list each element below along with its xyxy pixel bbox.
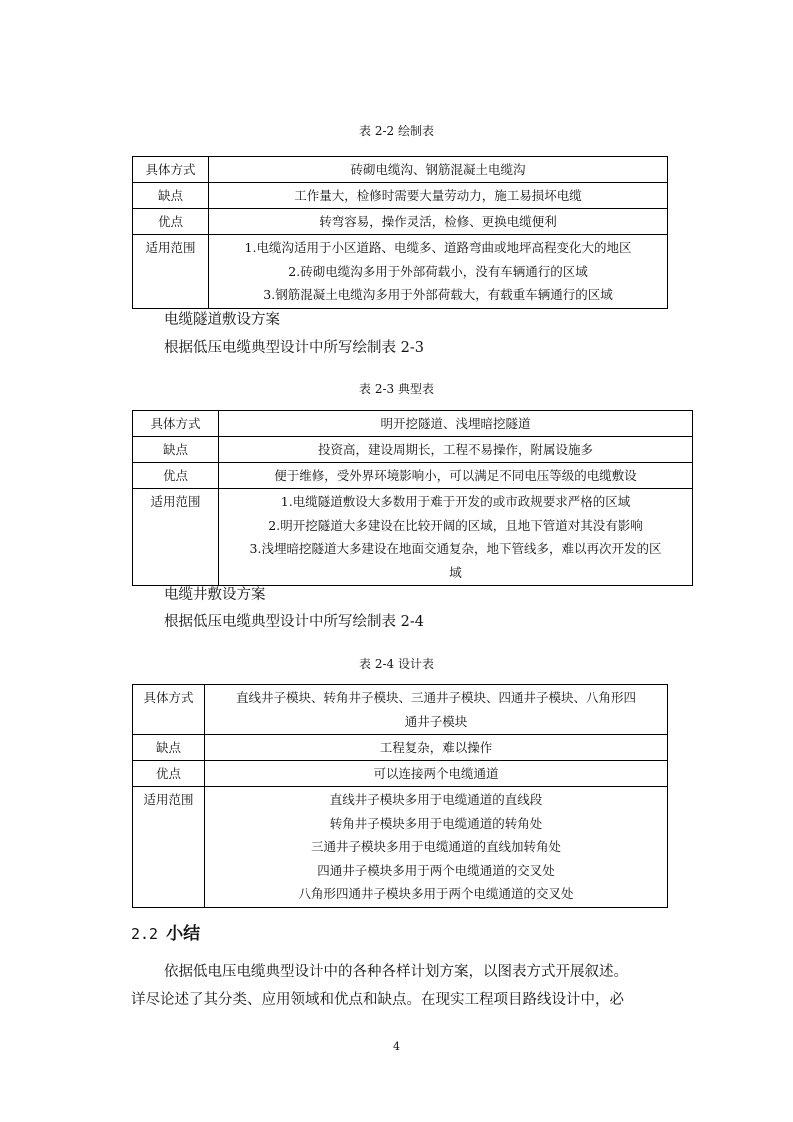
row-content: 工程复杂，难以操作 — [205, 735, 668, 761]
row-content — [205, 787, 668, 908]
content-line: 2.砖砌电缆沟多用于外部荷载小，没有车辆通行的区域 — [288, 263, 588, 279]
table-2-3-caption: 表 2-3 典型表 — [359, 382, 434, 396]
row-label: 适用范围 — [133, 489, 219, 586]
table-row — [133, 685, 668, 735]
table-row — [133, 157, 668, 183]
section-intro-tunnel: 根据低压电缆典型设计中所写绘制表 2-3 — [164, 340, 424, 356]
row-content: 砖砌电缆沟、钢筋混凝土电缆沟 — [209, 157, 668, 183]
section-number: 2.2 — [131, 925, 159, 943]
content-line: 通井子模块 — [404, 713, 468, 729]
row-label: 适用范围 — [133, 787, 205, 908]
table-row — [133, 437, 693, 463]
table-2-2 — [132, 156, 668, 309]
content-line: 转角井子模块多用于电缆通道的转角处 — [329, 815, 543, 831]
row-content: 工作量大，检修时需要大量劳动力，施工易损坏电缆 — [209, 183, 668, 209]
table-row — [133, 489, 693, 586]
table-row — [133, 735, 668, 761]
section-title-tunnel: 电缆隧道敷设方案 — [164, 312, 280, 328]
table-row — [133, 411, 693, 437]
content-line: 3.浅埋暗挖隧道大多建设在地面交通复杂，地下管线多，难以再次开发的区 — [249, 541, 662, 556]
row-content: 投资高，建设周期长，工程不易操作，附属设施多 — [219, 437, 693, 463]
content-line: 3.钢筋混凝土电缆沟多用于外部荷载大，有载重车辆通行的区域 — [263, 287, 613, 302]
content-line: 直线井子模块多用于电缆通道的直线段 — [329, 792, 543, 807]
page-number: 4 — [393, 1040, 400, 1053]
row-label: 适用范围 — [133, 235, 209, 309]
row-label: 具体方式 — [133, 411, 219, 437]
summary-paragraph-line: 依据低电压电缆典型设计中的各种各样计划方案，以图表方式开展叙述。 — [164, 964, 628, 980]
row-content: 明开挖隧道、浅埋暗挖隧道 — [219, 411, 693, 437]
content-line: 2.明开挖隧道大多建设在比较开阔的区域，且地下管道对其没有影响 — [268, 517, 643, 533]
table-row — [133, 235, 668, 309]
table-2-2-caption: 表 2-2 绘制表 — [359, 124, 434, 138]
row-label: 优点 — [133, 463, 219, 489]
row-content — [205, 685, 668, 735]
section-title-well: 电缆井敷设方案 — [164, 587, 266, 603]
row-content — [209, 235, 668, 309]
row-label: 具体方式 — [133, 157, 209, 183]
table-row — [133, 761, 668, 787]
content-line: 1.电缆隧道敷设大多数用于难于开发的或市政规要求严格的区域 — [280, 494, 631, 509]
content-line: 域 — [449, 564, 462, 580]
summary-paragraph-line: 详尽论述了其分类、应用领域和优点和缺点。在现实工程项目路线设计中，必 — [131, 992, 624, 1008]
row-content — [219, 489, 693, 586]
row-label: 缺点 — [133, 183, 209, 209]
row-content: 便于维修，受外界环境影响小，可以满足不同电压等级的电缆敷设 — [219, 463, 693, 489]
row-label: 缺点 — [133, 735, 205, 761]
table-2-4 — [132, 684, 668, 908]
content-line: 直线井子模块、转角井子模块、三通井子模块、四通井子模块、八角形四 — [235, 690, 636, 705]
table-row — [133, 463, 693, 489]
row-label: 优点 — [133, 761, 205, 787]
content-line: 四通井子模块多用于两个电缆通道的交叉处 — [317, 862, 555, 878]
table-2-3 — [132, 410, 693, 586]
row-content: 转弯容易，操作灵活，检修、更换电缆便利 — [209, 209, 668, 235]
content-line: 八角形四通井子模块多用于两个电缆通道的交叉处 — [298, 886, 574, 901]
table-2-4-caption: 表 2-4 设计表 — [359, 657, 434, 671]
row-label: 缺点 — [133, 437, 219, 463]
section-title: 小结 — [166, 924, 201, 944]
table-row — [133, 209, 668, 235]
row-label: 优点 — [133, 209, 209, 235]
row-content: 可以连接两个电缆通道 — [205, 761, 668, 787]
table-row — [133, 787, 668, 908]
content-line: 1.电缆沟适用于小区道路、电缆多、道路弯曲或地坪高程变化大的地区 — [244, 240, 632, 255]
table-row — [133, 183, 668, 209]
section-heading — [131, 922, 200, 946]
row-label: 具体方式 — [133, 685, 205, 735]
content-line: 三通井子模块多用于电缆通道的直线加转角处 — [310, 839, 561, 854]
section-intro-well: 根据低压电缆典型设计中所写绘制表 2-4 — [164, 614, 424, 630]
